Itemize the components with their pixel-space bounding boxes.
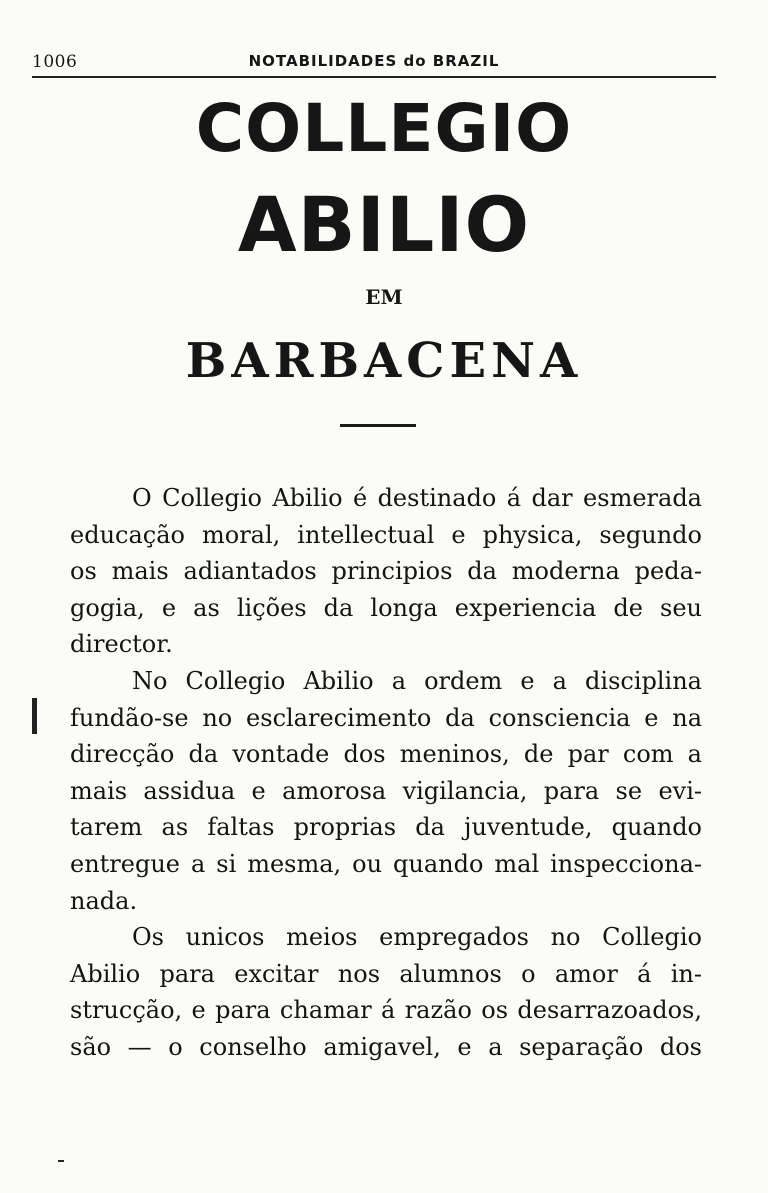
body-line: director. xyxy=(70,630,173,659)
body-line: são — o conselho amigavel, e a separação dos xyxy=(70,1032,702,1061)
body-line: nada. xyxy=(70,886,138,915)
body-line: fundão-se no esclarecimento da consciencia e na xyxy=(70,703,702,732)
body-line: No Collegio Abilio a ordem e a disciplina xyxy=(132,666,702,695)
body-line: tarem as faltas proprias da juventude, quando xyxy=(70,813,702,842)
margin-mark xyxy=(58,1160,64,1162)
ornament-rule xyxy=(340,424,416,427)
body-line: Os unicos meios empregados no Collegio xyxy=(132,923,702,952)
running-header xyxy=(32,44,716,74)
title-collegio: COLLEGIO xyxy=(195,90,573,167)
body-text xyxy=(70,480,702,1066)
body-line: gogia, e as lições da longa experiencia de seu xyxy=(70,593,702,622)
body-line: Abilio para excitar nos alumnos o amor á in- xyxy=(70,959,702,988)
body-line: O Collegio Abilio é destinado á dar esmerada xyxy=(132,484,702,512)
title-em: EM xyxy=(365,285,403,309)
body-line: direcção da vontade dos meninos, de par com a xyxy=(70,740,702,769)
running-title: NOTABILIDADES do BRAZIL xyxy=(248,52,500,70)
body-line: mais assidua e amorosa vigilancia, para se evi- xyxy=(70,776,702,805)
body-line: entregue a si mesma, ou quando mal inspecciona- xyxy=(70,849,702,878)
body-line: strucção, e para chamar á razão os desarrazoados, xyxy=(70,996,702,1025)
title-barbacena: BARBACENA xyxy=(185,333,583,389)
margin-mark xyxy=(32,698,37,734)
header-rule xyxy=(32,76,716,78)
body-line: educação moral, intellectual e physica, segundo xyxy=(70,520,702,549)
body-line: os mais adiantados principios da moderna peda- xyxy=(70,557,702,586)
title-abilio: ABILIO xyxy=(237,180,531,269)
page-number: 1006 xyxy=(32,52,78,72)
